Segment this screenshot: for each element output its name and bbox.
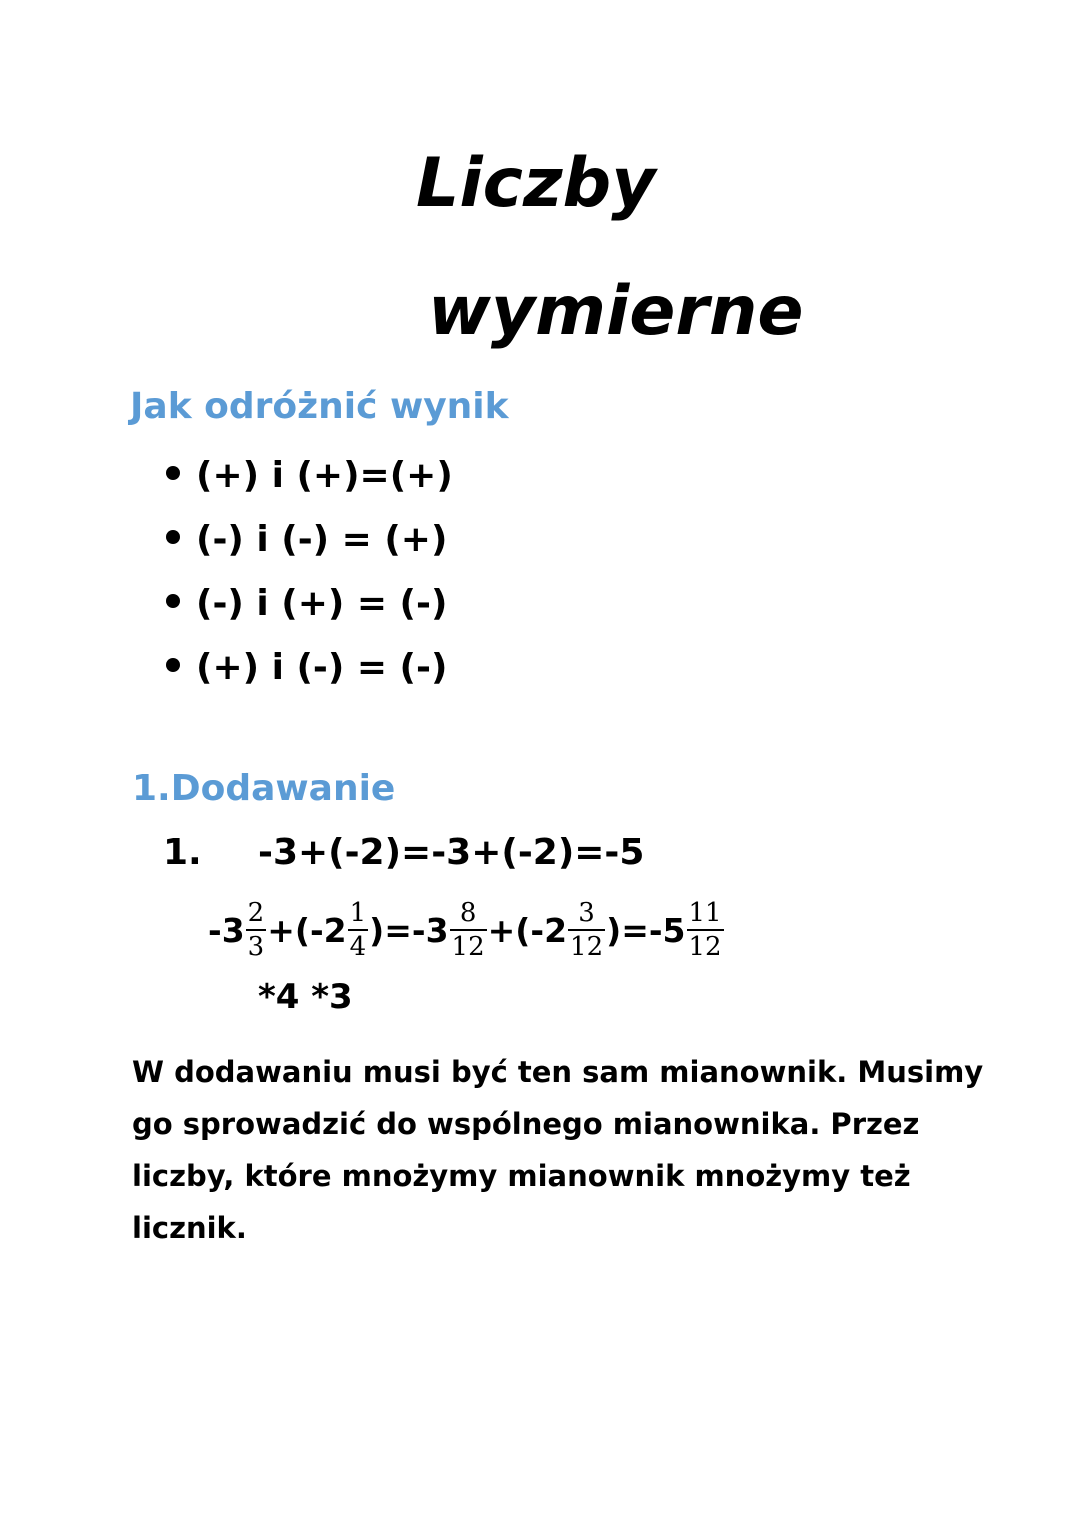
fraction-denominator: 4 <box>348 929 369 960</box>
bullet-icon <box>166 466 180 480</box>
fraction-numerator: 11 <box>688 898 722 928</box>
explanation-line: W dodawaniu musi być ten sam mianownik. Musimy <box>132 1055 984 1089</box>
sign-rule-text: (+) i (+)=(+) <box>196 455 453 496</box>
bullet-icon <box>166 594 180 608</box>
fraction-equation <box>208 890 725 970</box>
fraction <box>450 900 487 960</box>
sign-rule <box>166 647 448 688</box>
explanation-paragraph <box>132 1046 984 1254</box>
explanation-line: go sprowadzić do wspólnego mianownika. Przez <box>132 1107 920 1141</box>
fraction-numerator: 3 <box>578 898 595 928</box>
equation-operator-text: )=-3 <box>369 910 449 950</box>
sign-rule-text: (-) i (-) = (+) <box>196 519 448 560</box>
fraction <box>568 900 605 960</box>
fraction <box>348 900 369 960</box>
explanation-line: liczby, które mnożymy mianownik mnożymy też <box>132 1159 911 1193</box>
sign-rule <box>166 583 448 624</box>
equation-operator-text: -3 <box>208 910 245 950</box>
bullet-icon <box>166 658 180 672</box>
equation-operator-text: +(-2 <box>267 910 347 950</box>
explanation-line: licznik. <box>132 1211 247 1245</box>
signs-heading: Jak odróżnić wynik <box>130 386 509 427</box>
equation-operator-text: )=-5 <box>606 910 686 950</box>
equation-operator-text: +(-2 <box>487 910 568 950</box>
sign-rule <box>166 519 448 560</box>
fraction-numerator: 2 <box>247 898 265 928</box>
multipliers-note: *4 *3 <box>258 977 353 1017</box>
fraction-denominator: 12 <box>687 929 724 960</box>
sign-rule-text: (+) i (-) = (-) <box>196 647 448 688</box>
bullet-icon <box>166 530 180 544</box>
example-expression: -3+(-2)=-3+(-2)=-5 <box>258 832 645 873</box>
fraction <box>687 900 724 960</box>
title-line-1: Liczby <box>416 144 656 223</box>
fraction-denominator: 3 <box>246 929 267 960</box>
fraction <box>246 900 267 960</box>
fraction-denominator: 12 <box>568 929 605 960</box>
fraction-numerator: 1 <box>349 898 367 928</box>
example-number: 1. <box>163 832 202 873</box>
sign-rule-text: (-) i (+) = (-) <box>196 583 448 624</box>
title-line-2: wymierne <box>428 272 804 351</box>
addition-heading: 1.Dodawanie <box>132 768 396 809</box>
sign-rule <box>166 455 453 496</box>
fraction-numerator: 8 <box>459 898 477 928</box>
fraction-denominator: 12 <box>450 929 487 960</box>
